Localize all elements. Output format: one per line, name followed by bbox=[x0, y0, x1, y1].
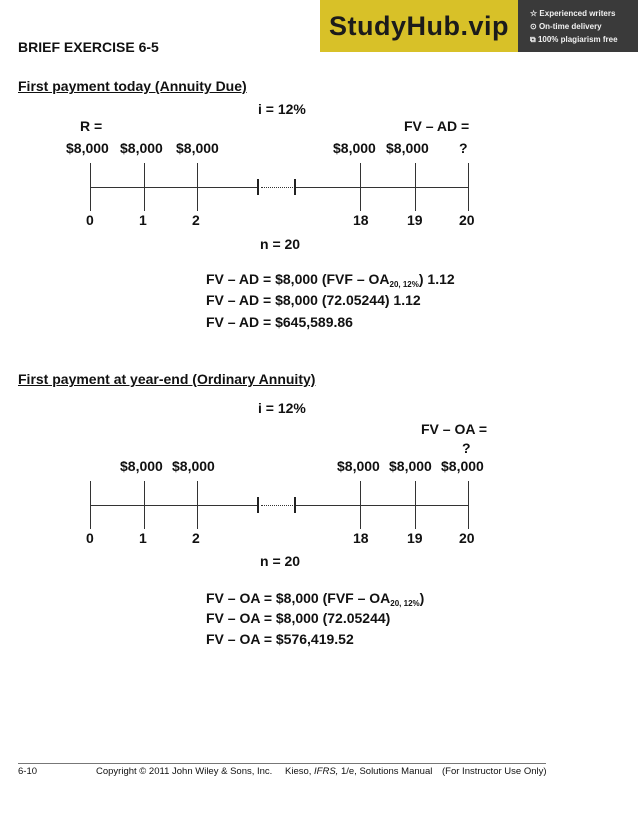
part1-formula-1: FV – AD = $8,000 $(FVF - OA_{20, 12\%})$ 1.12 bbox=[206, 271, 455, 289]
footer-book: Kieso, IFRS, 1/e, Solutions Manual bbox=[285, 766, 433, 777]
part2-fv-label: FV – OA = bbox=[421, 421, 488, 437]
part1-period: 19 bbox=[407, 212, 423, 228]
part1-heading: First payment today (Annuity Due) bbox=[18, 78, 247, 94]
feature-plagiarism: ⧉ 100% plagiarism free bbox=[530, 35, 618, 44]
part2-period: 20 bbox=[459, 530, 475, 546]
exercise-title: BRIEF EXERCISE 6-5 bbox=[18, 39, 159, 55]
part1-formula-3: FV – AD = $645,589.86 bbox=[206, 314, 353, 330]
studyhub-banner[interactable] bbox=[320, 0, 638, 52]
feature-delivery: ⊙ On-time delivery bbox=[530, 22, 602, 31]
part1-period: 1 bbox=[139, 212, 147, 228]
feature-writers: ☆ Experienced writers bbox=[530, 9, 616, 18]
part1-question: ? bbox=[459, 140, 468, 156]
part2-payment: $8,000 bbox=[120, 458, 163, 474]
part1-fv-label: FV – AD = bbox=[404, 118, 470, 134]
part2-payment: $8,000 bbox=[172, 458, 215, 474]
part2-heading: First payment at year-end (Ordinary Annuity) bbox=[18, 371, 316, 387]
part1-payment: $8,000 bbox=[66, 140, 109, 156]
part2-period: 0 bbox=[86, 530, 94, 546]
part2-period: 19 bbox=[407, 530, 423, 546]
studyhub-logo[interactable]: StudyHub.vip bbox=[320, 0, 518, 52]
footer-page-number: 6-10 bbox=[18, 766, 38, 777]
part1-payment: $8,000 bbox=[386, 140, 429, 156]
part1-payment: $8,000 bbox=[333, 140, 376, 156]
part1-period: 18 bbox=[353, 212, 369, 228]
part2-n: n = 20 bbox=[260, 553, 301, 569]
footer-rule bbox=[18, 763, 546, 764]
part1-rate: i = 12% bbox=[258, 101, 306, 117]
part2-payment: $8,000 bbox=[337, 458, 380, 474]
clock-icon: ⊙ bbox=[530, 22, 539, 31]
part1-r-label: R = bbox=[80, 118, 103, 134]
part2-period: 1 bbox=[139, 530, 147, 546]
footer-note: (For Instructor Use Only) bbox=[442, 766, 547, 777]
check-icon: ☆ bbox=[530, 9, 540, 18]
part2-question: ? bbox=[462, 440, 471, 456]
part2-rate: i = 12% bbox=[258, 400, 306, 416]
part1-payment: $8,000 bbox=[120, 140, 163, 156]
part1-period: 2 bbox=[192, 212, 200, 228]
part2-payment: $8,000 bbox=[389, 458, 432, 474]
part1-payment: $8,000 bbox=[176, 140, 219, 156]
part2-formula-1: FV – OA = $8,000 $(FVF - OA_{20, 12\%})$ bbox=[206, 590, 425, 608]
part1-period: 0 bbox=[86, 212, 94, 228]
part2-period: 18 bbox=[353, 530, 369, 546]
part1-formula-2: FV – AD = $8,000 (72.05244) 1.12 bbox=[206, 292, 421, 308]
part2-formula-3: FV – OA = $576,419.52 bbox=[206, 631, 354, 647]
part1-period: 20 bbox=[459, 212, 475, 228]
part2-period: 2 bbox=[192, 530, 200, 546]
footer-copyright: Copyright © 2011 John Wiley & Sons, Inc. bbox=[96, 766, 273, 777]
part2-payment: $8,000 bbox=[441, 458, 484, 474]
copy-icon: ⧉ bbox=[530, 35, 538, 44]
part1-n: n = 20 bbox=[260, 236, 301, 252]
part2-formula-2: FV – OA = $8,000 (72.05244) bbox=[206, 610, 391, 626]
